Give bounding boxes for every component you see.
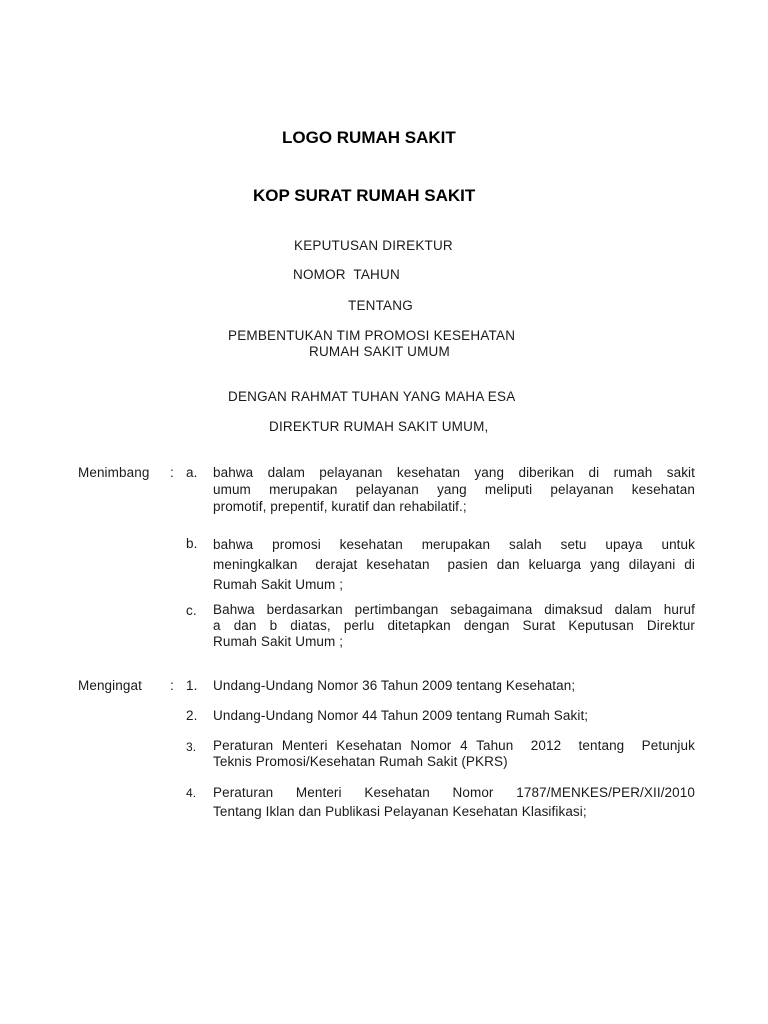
mengingat-2-marker: 2. <box>186 708 198 723</box>
direktur-heading: DIREKTUR RUMAH SAKIT UMUM, <box>269 419 489 434</box>
subject-line-1: PEMBENTUKAN TIM PROMOSI KESEHATAN <box>228 328 516 343</box>
mengingat-4-text <box>213 783 695 821</box>
nomor-heading: NOMOR TAHUN <box>293 267 400 282</box>
mengingat-3-marker: 3. <box>186 740 197 754</box>
mengingat-4-marker: 4. <box>186 786 197 800</box>
mengingat-label: Mengingat <box>78 678 142 693</box>
keputusan-heading: KEPUTUSAN DIREKTUR <box>294 238 453 253</box>
text-line: umum merupakan pelayanan yang meliputi pelayanan kesehatan <box>213 482 695 497</box>
text-line: Undang-Undang Nomor 44 Tahun 2009 tentang Rumah Sakit; <box>213 708 589 723</box>
subject-line-2: RUMAH SAKIT UMUM <box>309 344 450 359</box>
logo-title: LOGO RUMAH SAKIT <box>282 128 456 147</box>
rahmat-heading: DENGAN RAHMAT TUHAN YANG MAHA ESA <box>228 389 516 404</box>
text-line: promotif, prepentif, kuratif dan rehabilatif.; <box>213 499 467 514</box>
text-line: bahwa dalam pelayanan kesehatan yang diberikan di rumah sakit <box>213 465 695 480</box>
menimbang-colon: : <box>170 465 174 480</box>
mengingat-1-marker: 1. <box>186 678 198 693</box>
text-line: Peraturan Menteri Kesehatan Nomor 1787/MENKES/PER/XII/2010 <box>213 785 695 800</box>
text-line: Rumah Sakit Umum ; <box>213 634 344 649</box>
text-line: Rumah Sakit Umum ; <box>213 577 344 592</box>
mengingat-colon: : <box>170 678 174 693</box>
tentang-heading: TENTANG <box>348 298 413 313</box>
menimbang-a-text <box>213 464 695 515</box>
mengingat-2-text <box>213 707 695 724</box>
menimbang-c-marker: c. <box>186 603 197 618</box>
menimbang-b-marker: b. <box>186 536 198 551</box>
mengingat-3-text <box>213 738 695 770</box>
kop-title: KOP SURAT RUMAH SAKIT <box>253 186 476 205</box>
text-line: Bahwa berdasarkan pertimbangan sebagaimana dimaksud dalam huruf <box>213 602 695 617</box>
text-line: meningkalkan derajat kesehatan pasien dan keluarga yang dilayani di <box>213 557 695 572</box>
text-line: Tentang Iklan dan Publikasi Pelayanan Kesehatan Klasifikasi; <box>213 804 587 819</box>
menimbang-a-marker: a. <box>186 465 198 480</box>
text-line: Undang-Undang Nomor 36 Tahun 2009 tentang Kesehatan; <box>213 678 576 693</box>
text-line: a dan b diatas, perlu ditetapkan dengan Surat Keputusan Direktur <box>213 618 695 633</box>
menimbang-c-text <box>213 602 695 650</box>
text-line: Teknis Promosi/Kesehatan Rumah Sakit (PKRS) <box>213 754 508 769</box>
text-line: bahwa promosi kesehatan merupakan salah setu upaya untuk <box>213 537 695 552</box>
menimbang-b-text <box>213 535 695 595</box>
menimbang-label: Menimbang <box>78 465 150 480</box>
mengingat-1-text <box>213 677 695 694</box>
text-line: Peraturan Menteri Kesehatan Nomor 4 Tahun 2012 tentang Petunjuk <box>213 738 695 753</box>
